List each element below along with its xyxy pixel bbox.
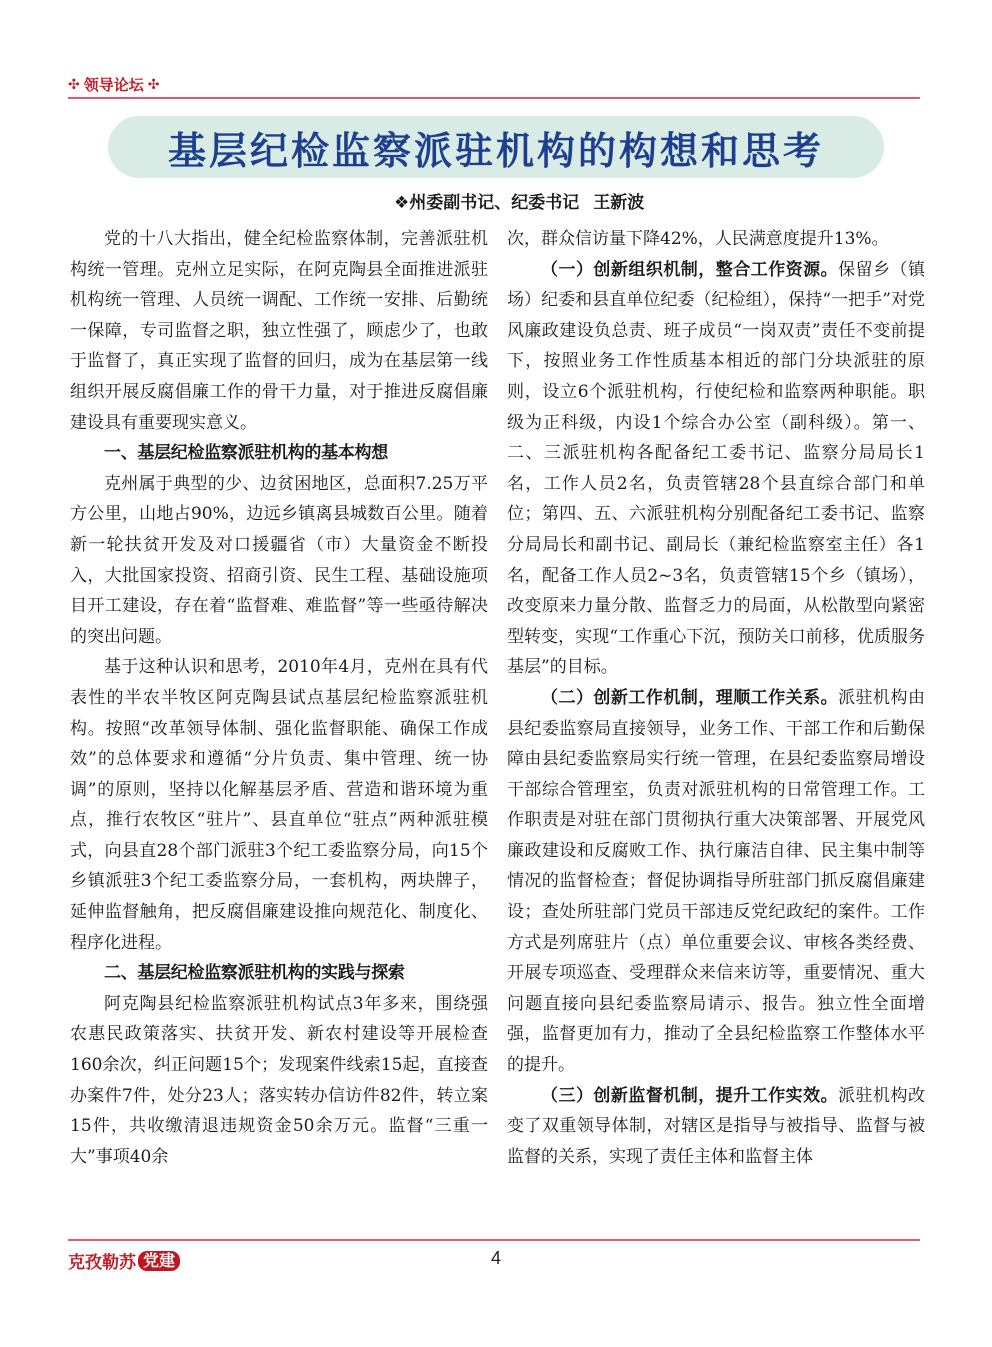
subsection-lead: （三）创新监督机制，提升工作实效。: [541, 1085, 839, 1106]
section-tag: [68, 74, 159, 95]
subsection-lead: （一）创新组织机制，整合工作资源。: [541, 259, 839, 280]
paragraph: 阿克陶县纪检监察派驻机构试点3年多来，围绕强农惠民政策落实、扶贫开发、新农村建设等开展检查160余次，纠正问题15个；发现案件线索15起，直接查办案件7件，处分23人；落实转办信访件82件，转立案15件，共收缴清退违规资金50余万元。监督“三重一大”事项40余: [70, 993, 488, 1167]
ornament-icon: ✣: [147, 76, 160, 93]
paragraph: 基于这种认识和思考，2010年4月，克州在具有代表性的半农半牧区阿克陶县试点基层纪检监察派驻机构。按照“改革领导体制、强化监督职能、确保工作成效”的总体要求和遵循“分片负责、集中管理、统一协调”的原则，坚持以化解基层矛盾、营造和谐环境为重点，推行农牧区“驻片”、县直单位“驻点”两种派驻模式，向县直28个部门派驻3个纪工委监察分局，向15个乡镇派驻3个纪工委监察分局，一套机构，两块牌子，延伸监督触角，把反腐倡廉建设推向规范化、制度化、程序化进程。: [70, 657, 488, 953]
title-banner: [108, 116, 884, 178]
paragraph: 克州属于典型的少、边贫困地区，总面积7.25万平方公里，山地占90%，边远乡镇离县城数百公里。随着新一轮扶贫开发及对口援疆省（市）大量资金不断投入，大批国家投资、招商引资、民生工程、基础设施项目开工建设，存在着“监督难、难监督”等一些亟待解决的突出问题。: [70, 473, 488, 647]
paragraph: 党的十八大指出，健全纪检监察体制，完善派驻机构统一管理。克州立足实际，在阿克陶县全面推进派驻机构统一管理、人员统一调配、工作统一安排、后勤统一保障，专司监督之职，独立性强了，顾虑少了，也敢于监督了，真正实现了监督的回归，成为在基层第一线组织开展反腐倡廉工作的骨干力量，对于推进反腐倡廉建设具有重要现实意义。: [70, 229, 488, 433]
paragraph: [507, 1081, 925, 1173]
paragraph-continued: 次，群众信访量下降42%，人民满意度提升13%。: [507, 229, 889, 249]
subsection-lead: （二）创新工作机制，理顺工作关系。: [541, 687, 839, 708]
footer-divider: [68, 1239, 920, 1241]
byline-role: ❖州委副书记、纪委书记: [394, 193, 580, 213]
section-heading: 一、基层纪检监察派驻机构的基本构想: [104, 443, 388, 464]
paragraph-body: 派驻机构改变了双重领导体制，对辖区是指导与被指导、监督与被监督的关系，实现了责任主体和监督主体: [507, 1085, 926, 1167]
left-column: [70, 224, 488, 1172]
right-column: [507, 224, 925, 1172]
header-divider: [68, 97, 920, 99]
article-title: 基层纪检监察派驻机构的构想和思考: [167, 128, 824, 173]
paragraph-body: 派驻机构由县纪委监察局直接领导，业务工作、干部工作和后勤保障由县纪委监察局实行统一管理，在县纪委监察局增设干部综合管理室，负责对派驻机构的日常管理工作。工作职责是对驻在部门贯彻执行重大决策部署、开展党风廉政建设和反腐败工作、执行廉洁自律、民主集中制等情况的监督检查；督促协调指导所驻部门抓反腐倡廉建设；查处所驻部门党员干部违反党纪政纪的案件。工作方式是列席驻片（点）单位重要会议、审核各类经费、开展专项巡查、受理群众来信来访等，重要情况、重大问题直接向县纪委监察局请示、报告。独立性全面增强，监督更加有力，推动了全县纪检监察工作整体水平的提升。: [507, 687, 926, 1076]
footer-logo-text: 克孜勒苏: [68, 1253, 136, 1273]
byline: [394, 188, 644, 213]
section-heading: 二、基层纪检监察派驻机构的实践与探索: [104, 963, 405, 984]
paragraph-body: 保留乡（镇场）纪委和县直单位纪委（纪检组），保持“一把手”对党风廉政建设负总责、班子成员“一岗双责”责任不变前提下，按照业务工作性质基本相近的部门分块派驻的原则，设立6个派驻机构，行使纪检和监察两种职能。职级为正科级，内设1个综合办公室（副科级）。第一、二、三派驻机构各配备纪工委书记、监察分局局长1名，工作人员2名，负责管辖28个县直综合部门和单位；第四、五、六派驻机构分别配备纪工委书记、监察分局局长和副书记、副局长（兼纪检监察室主任）各1名，配备工作人员2~3名，负责管辖15个乡（镇场），改变原来力量分散、监督乏力的局面，从松散型向紧密型转变，实现“工作重心下沉，预防关口前移，优质服务基层”的目标。: [507, 259, 926, 678]
ornament-icon: ✣: [68, 76, 80, 93]
section-tag-label: 领导论坛: [83, 76, 144, 94]
paragraph: [507, 255, 925, 683]
page-number: 4: [490, 1248, 501, 1268]
paragraph: [507, 683, 925, 1081]
footer-logo-stamp: 党建: [138, 1251, 180, 1271]
byline-author: 王新波: [593, 193, 645, 213]
